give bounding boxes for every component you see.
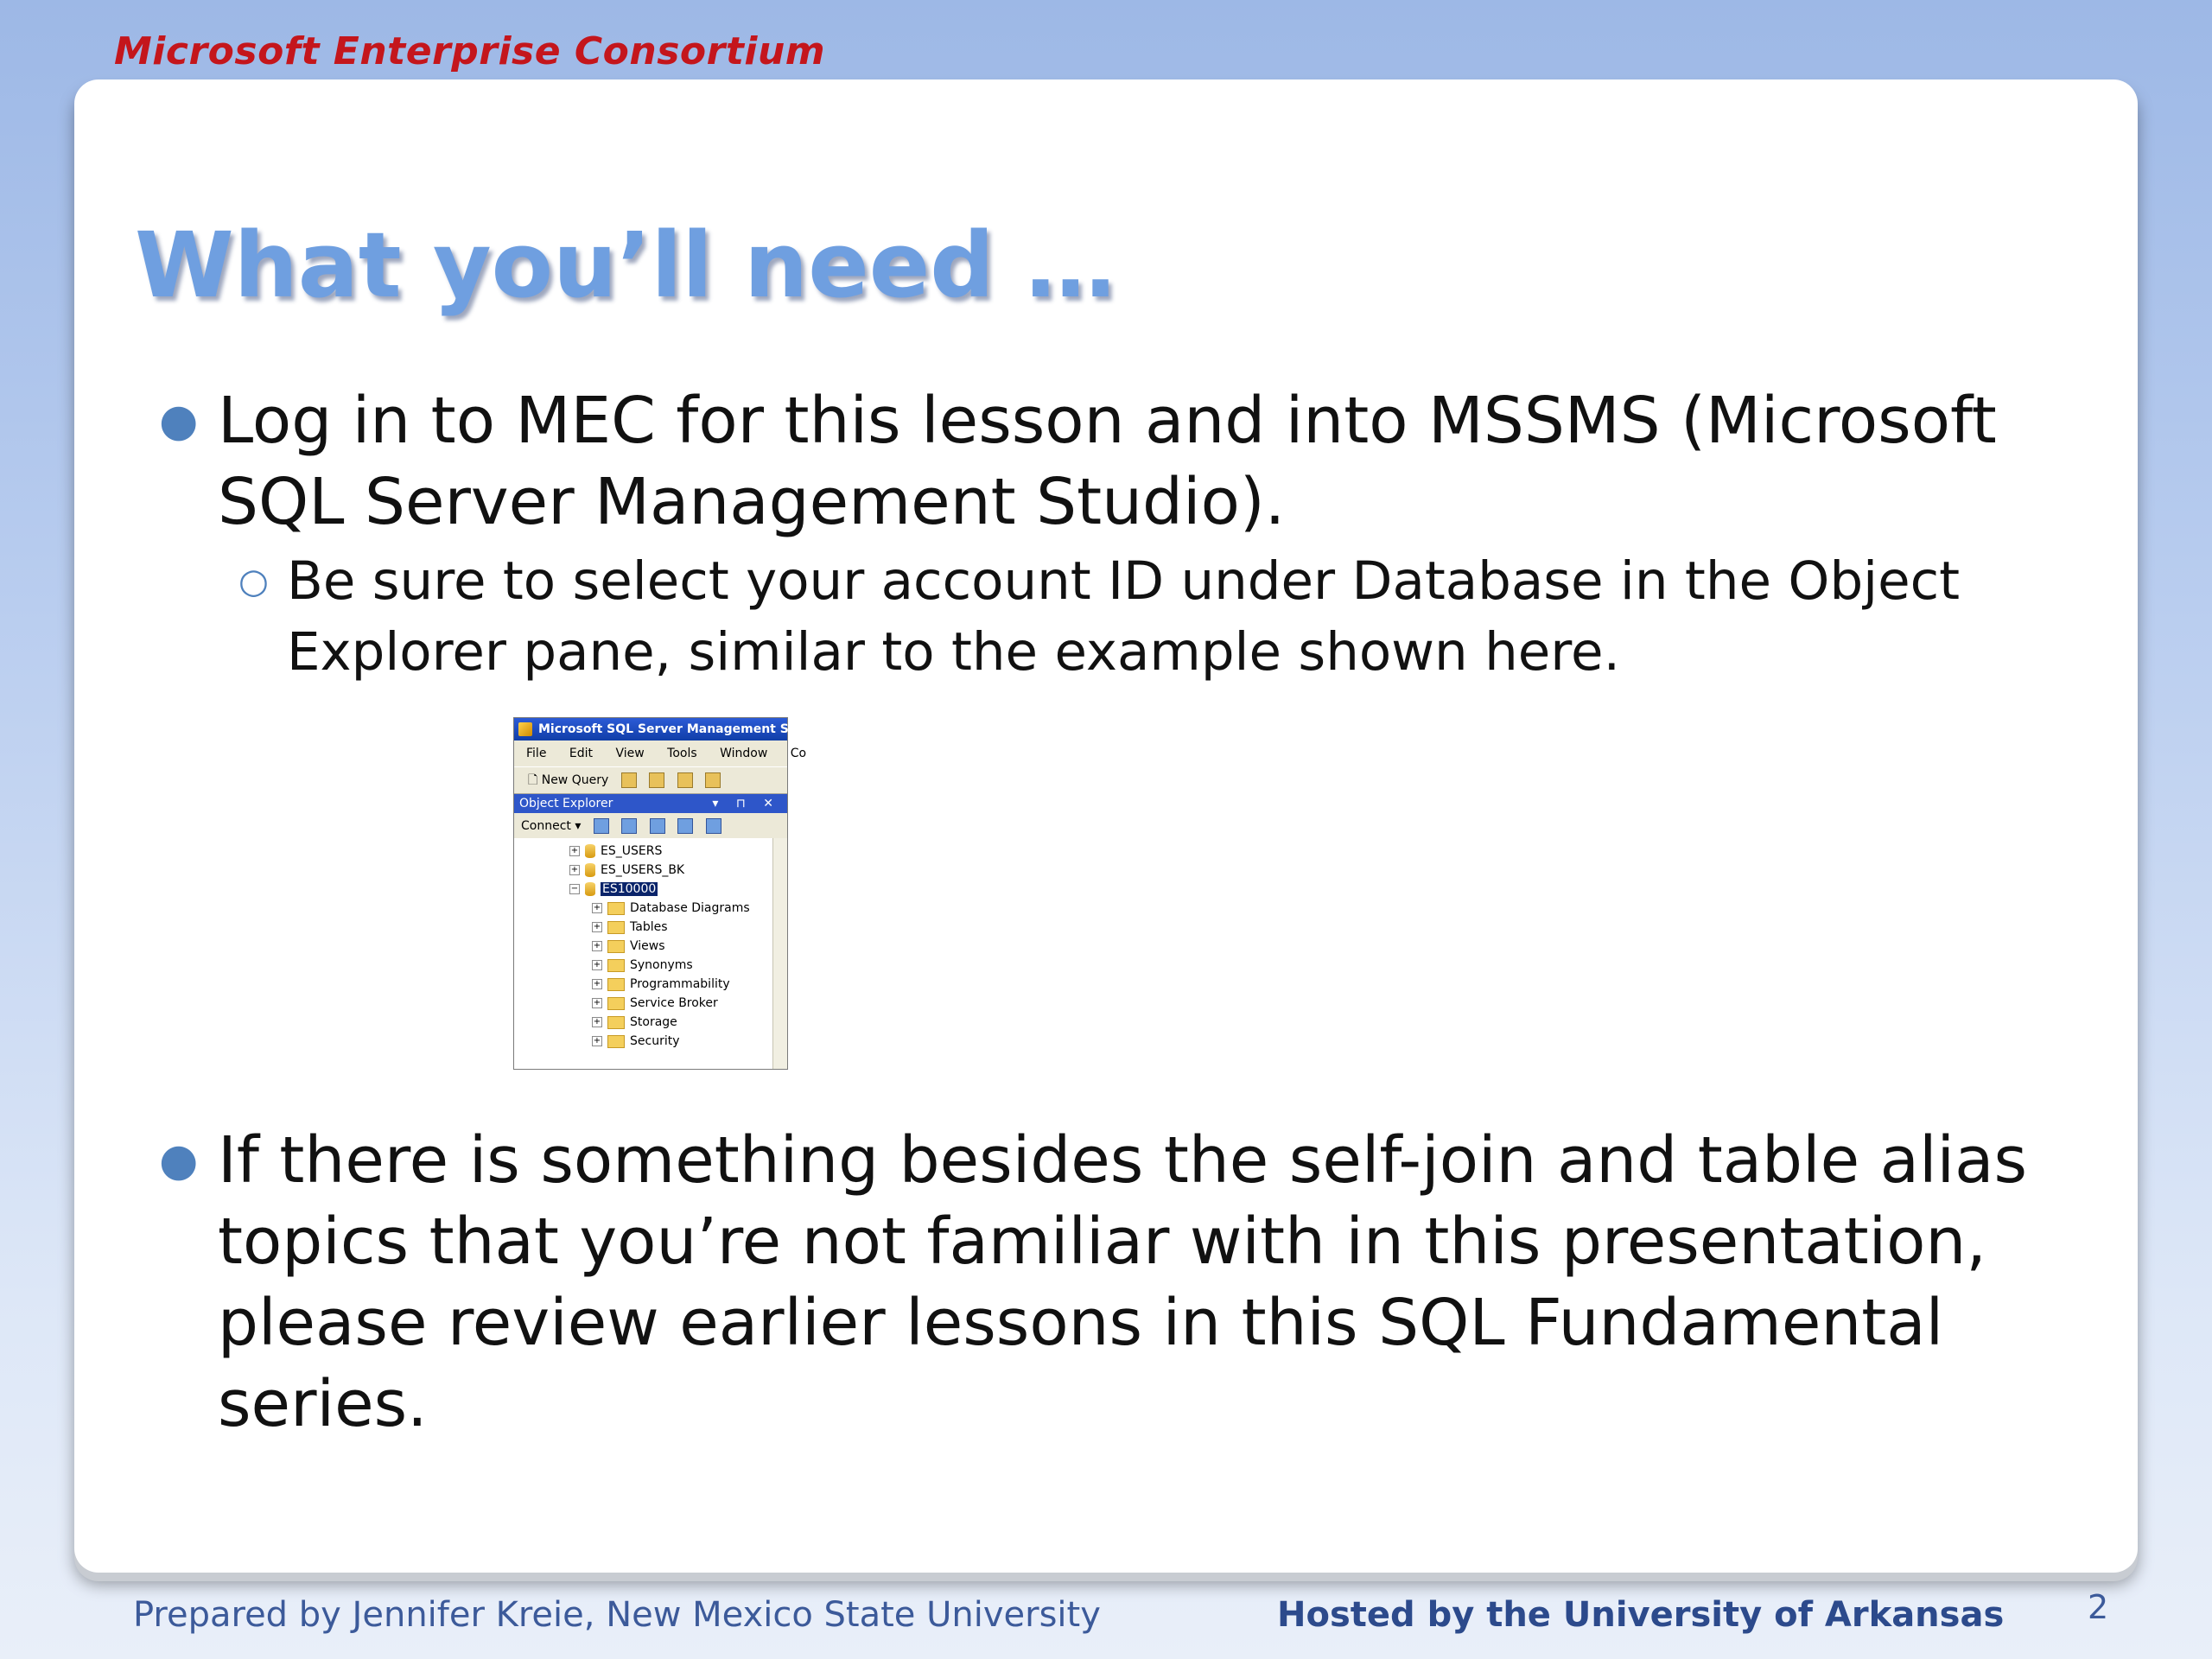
bullet-dot-icon: ● <box>159 395 199 447</box>
tree-node-label: Programmability <box>630 977 730 991</box>
tree-node-folder <box>592 918 668 937</box>
ssms-screenshot <box>513 717 807 1070</box>
tree-node-label: ES_USERS_BK <box>601 863 685 877</box>
menu-community: Co <box>790 747 807 760</box>
object-explorer-toolbar <box>514 813 787 840</box>
folder-icon <box>607 1035 625 1048</box>
new-query-label: New Query <box>541 773 609 787</box>
expand-icon: + <box>593 922 601 931</box>
database-icon <box>585 863 595 877</box>
stop-icon <box>650 818 665 834</box>
menu-window: Window <box>720 747 768 760</box>
collapse-icon: − <box>570 884 579 893</box>
tree-node-folder <box>592 994 718 1013</box>
menu-edit: Edit <box>569 747 594 760</box>
folder-icon <box>607 921 625 934</box>
tree-node-folder <box>592 1032 680 1051</box>
tree-node-label: Security <box>630 1034 680 1048</box>
hosted-by: Hosted by the University of Arkansas <box>1277 1595 2005 1635</box>
connect-icon <box>594 818 609 834</box>
tree-node-label: Database Diagrams <box>630 901 750 915</box>
page-number: 2 <box>2088 1588 2109 1626</box>
refresh-icon <box>706 818 721 834</box>
folder-icon <box>607 940 625 953</box>
toolbar-icon <box>677 772 693 788</box>
ssms-toolbar <box>514 766 787 794</box>
object-explorer-title: Object Explorer <box>519 797 613 810</box>
bullet-item <box>159 1120 2032 1445</box>
tree-node-folder <box>592 956 693 975</box>
tree-scrollbar <box>772 838 787 1069</box>
menu-file: File <box>526 747 547 760</box>
ssms-app-icon <box>518 722 532 736</box>
toolbar-icon <box>705 772 721 788</box>
disconnect-icon <box>621 818 637 834</box>
expand-icon: + <box>593 998 601 1007</box>
sub-bullet-item <box>238 546 2058 688</box>
expand-icon: + <box>570 865 579 874</box>
tree-node-label: Tables <box>630 920 668 934</box>
toolbar-icon <box>621 772 637 788</box>
sub-bullet-circle-icon: ○ <box>238 562 269 601</box>
tree-node-label: Service Broker <box>630 996 718 1010</box>
connect-label: Connect ▾ <box>521 819 582 833</box>
expand-icon: + <box>593 979 601 988</box>
slide-title: What you’ll need … <box>135 213 1116 318</box>
tree-node-database <box>569 842 662 861</box>
menu-view: View <box>615 747 645 760</box>
object-explorer-header <box>514 794 787 813</box>
tree-node-database <box>569 861 684 880</box>
ssms-menubar <box>514 741 807 766</box>
tree-node-folder <box>592 1013 677 1032</box>
tree-node-folder <box>592 937 665 956</box>
toolbar-icon <box>649 772 664 788</box>
expand-icon: + <box>593 941 601 950</box>
tree-node-label: ES10000 <box>602 882 657 896</box>
tree-node-database-selected <box>569 880 658 899</box>
filter-icon <box>677 818 693 834</box>
ssms-window-title: Microsoft SQL Server Management S <box>538 722 789 736</box>
new-query-icon: 🗋 <box>528 773 538 787</box>
expand-icon: + <box>593 960 601 969</box>
expand-icon: + <box>570 846 579 855</box>
consortium-header: Microsoft Enterprise Consortium <box>114 29 826 73</box>
object-explorer-tree <box>514 838 773 1069</box>
menu-tools: Tools <box>667 747 697 760</box>
bullet-text: If there is something besides the self-join and table alias topics that you’re not familiar with in this presentation, please review earlier lessons in this SQL Fundamental series. <box>218 1123 2028 1441</box>
expand-icon: + <box>593 1036 601 1046</box>
bullet-item <box>159 380 2032 543</box>
folder-icon <box>607 959 625 972</box>
tree-node-folder <box>592 899 750 918</box>
folder-icon <box>607 902 625 915</box>
tree-node-label: Synonyms <box>630 958 693 972</box>
sub-bullet-text: Be sure to select your account ID under Database in the Object Explorer pane, similar to the example shown here. <box>287 550 1961 683</box>
tree-node-label: Storage <box>630 1015 677 1029</box>
expand-icon: + <box>593 1017 601 1027</box>
database-icon <box>585 844 595 858</box>
tree-node-label: Views <box>630 939 665 953</box>
ssms-titlebar <box>514 718 787 741</box>
database-icon <box>585 882 595 896</box>
folder-icon <box>607 997 625 1010</box>
tree-node-label: ES_USERS <box>601 844 663 858</box>
prepared-by: Prepared by Jennifer Kreie, New Mexico State University <box>133 1595 1101 1635</box>
expand-icon: + <box>593 903 601 912</box>
folder-icon <box>607 1016 625 1029</box>
bullet-dot-icon: ● <box>159 1135 199 1186</box>
pane-buttons: ▾ ⊓ ✕ <box>712 797 780 810</box>
folder-icon <box>607 978 625 991</box>
bullet-text: Log in to MEC for this lesson and into MSSMS (Microsoft SQL Server Management Studio). <box>218 384 1997 539</box>
tree-node-folder <box>592 975 730 994</box>
